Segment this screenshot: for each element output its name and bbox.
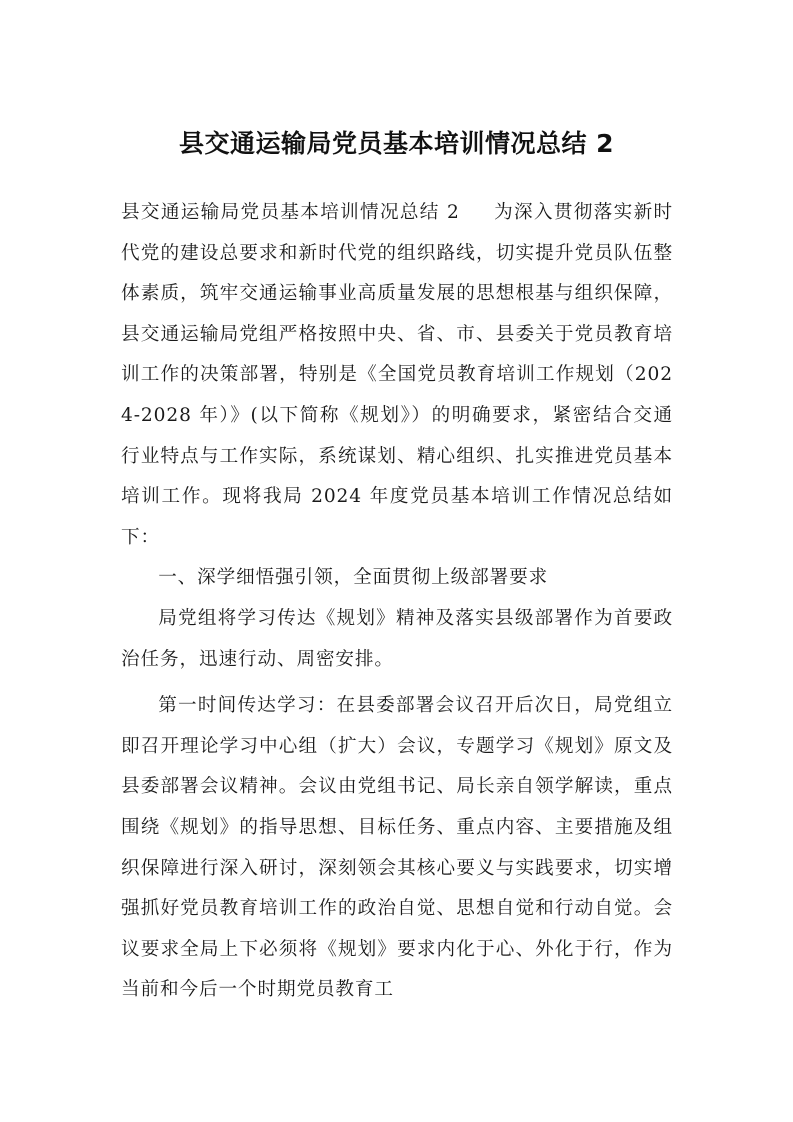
document-title: 县交通运输局党员基本培训情况总结 2 [178, 129, 615, 158]
intro-body: 为深入贯彻落实新时代党的建设总要求和新时代党的组织路线，切实提升党员队伍整体素质，筑牢交通运输事业高质量发展的思想根基与组织保障，县交通运输局党组严格按照中央、省、市、县委关于党员教育培训工作的决策部署，特别是《全国党员教育培训工作规划（2024-2028 年）》(以下简称《规划》）的明确要求，紧密结合交通行业特点与工作实际，系统谋划、精心组织、扎实推进党员基本培训工作。现将我局 2024 年度党员基本培训工作情况总结如下： [121, 202, 673, 548]
document-body [121, 193, 673, 1011]
intro-paragraph [121, 193, 673, 558]
section-1-heading: 一、深学细悟强引领，全面贯彻上级部署要求 [158, 567, 549, 589]
intro-lead: 县交通运输局党员基本培训情况总结 2 [121, 202, 460, 223]
section-1-paragraph-2: 第一时间传达学习：在县委部署会议召开后次日，局党组立即召开理论学习中心组（扩大）会议，专题学习《规划》原文及县委部署会议精神。会议由党组书记、局长亲自领学解读，重点围绕《规划》的指导思想、目标任务、重点内容、主要措施及组织保障进行深入研讨，深刻领会其核心要义与实践要求，切实增强抓好党员教育培训工作的政治自觉、思想自觉和行动自觉。会议要求全局上下必须将《规划》要求内化于心、外化于行，作为当前和今后一个时期党员教育工 [121, 695, 673, 1001]
section-1-paragraph-1: 局党组将学习传达《规划》精神及落实县级部署作为首要政治任务，迅速行动、周密安排。 [121, 607, 673, 670]
